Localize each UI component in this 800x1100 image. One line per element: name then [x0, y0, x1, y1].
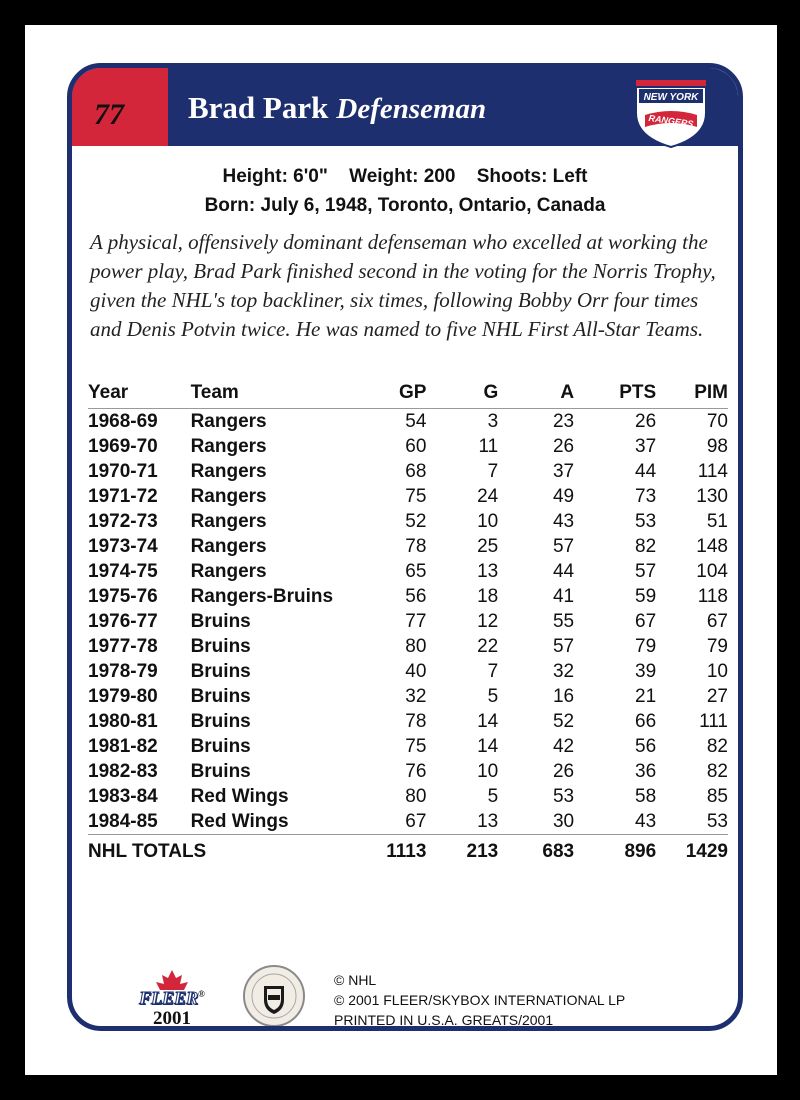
player-name: Brad Park	[188, 90, 329, 125]
header-gp: GP	[365, 378, 427, 409]
totals-row	[88, 835, 728, 865]
cell-pts: 67	[635, 610, 657, 632]
stats-row	[88, 659, 728, 684]
weight-text: Weight: 200	[349, 166, 456, 187]
cell-pim: 98	[706, 435, 728, 457]
cell-a: 26	[552, 435, 575, 457]
legal-line-printed: PRINTED IN U.S.A. GREATS/2001	[334, 1012, 554, 1028]
stats-row	[88, 734, 728, 759]
stats-row	[88, 409, 728, 435]
cell-a: 41	[552, 585, 575, 607]
cell-a: 16	[552, 685, 575, 707]
stats-row	[88, 459, 728, 484]
cell-g: 7	[487, 460, 499, 482]
cell-pts: 73	[635, 485, 657, 507]
cell-year: 1968-69	[88, 410, 158, 432]
cell-g: 12	[477, 610, 499, 632]
stats-row	[88, 434, 728, 459]
cell-pts: 56	[635, 735, 657, 757]
fleer-wordmark	[126, 988, 218, 1009]
cell-pim: 104	[696, 560, 728, 582]
cell-team: Rangers	[190, 510, 267, 532]
cell-pts: 82	[635, 535, 657, 557]
cell-a: 49	[552, 485, 575, 507]
header-g: G	[426, 378, 498, 409]
cell-year: 1982-83	[88, 760, 158, 782]
cell-pim: 79	[706, 635, 728, 657]
cell-a: 44	[552, 560, 575, 582]
cell-pts: 26	[635, 410, 657, 432]
cell-pim: 82	[706, 760, 728, 782]
cell-gp: 78	[405, 535, 427, 557]
cell-pim: 114	[697, 460, 728, 482]
totals-pim: 1429	[656, 835, 728, 865]
cell-g: 7	[487, 660, 499, 682]
stats-row	[88, 759, 728, 784]
cell-g: 5	[487, 685, 499, 707]
stats-row	[88, 709, 728, 734]
cell-pts: 37	[635, 435, 657, 457]
cell-a: 26	[552, 760, 575, 782]
cell-pts: 59	[635, 585, 657, 607]
cell-g: 14	[477, 710, 499, 732]
cell-g: 22	[477, 635, 499, 657]
cell-a: 42	[552, 735, 575, 757]
cell-gp: 40	[405, 660, 427, 682]
cell-gp: 75	[405, 485, 427, 507]
cell-gp: 80	[405, 635, 427, 657]
header-year: Year	[88, 378, 191, 409]
nhl-alumni-seal-icon	[242, 964, 306, 1028]
cell-pim: 111	[699, 710, 728, 732]
fleer-registered: ®	[198, 989, 205, 999]
cell-year: 1984-85	[88, 810, 158, 832]
stats-row	[88, 559, 728, 584]
cell-year: 1975-76	[88, 585, 158, 607]
cell-gp: 54	[405, 410, 427, 432]
logo-text-bottom: RANGERS	[648, 112, 694, 130]
cell-pts: 79	[635, 635, 657, 657]
cell-team: Rangers	[190, 435, 267, 457]
cell-pim: 67	[706, 610, 728, 632]
cell-team: Bruins	[190, 610, 251, 632]
cell-pts: 53	[635, 510, 657, 532]
header-band	[72, 68, 738, 146]
legal-text	[334, 970, 625, 1030]
stats-row	[88, 509, 728, 534]
cell-year: 1972-73	[88, 510, 158, 532]
cell-pim: 85	[706, 785, 728, 807]
cell-year: 1974-75	[88, 560, 158, 582]
cell-year: 1979-80	[88, 685, 158, 707]
stats-row	[88, 534, 728, 559]
cell-pim: 53	[706, 810, 728, 832]
player-heading	[188, 90, 486, 126]
cell-year: 1978-79	[88, 660, 158, 682]
cell-pts: 44	[635, 460, 657, 482]
cell-gp: 76	[405, 760, 427, 782]
cell-team: Bruins	[190, 710, 251, 732]
cell-g: 13	[477, 560, 499, 582]
cell-pim: 118	[697, 585, 728, 607]
cell-g: 18	[477, 585, 499, 607]
cell-pts: 66	[635, 710, 657, 732]
career-stats-table	[88, 378, 728, 864]
cell-gp: 78	[405, 710, 427, 732]
cell-team: Bruins	[190, 635, 251, 657]
cell-a: 32	[552, 660, 575, 682]
vitals-line-1	[72, 166, 738, 188]
cell-a: 57	[552, 635, 575, 657]
cell-a: 30	[552, 810, 575, 832]
cell-team: Rangers	[190, 460, 267, 482]
cell-a: 23	[552, 410, 575, 432]
cell-pim: 70	[706, 410, 728, 432]
cell-pts: 36	[635, 760, 657, 782]
cell-a: 53	[552, 785, 575, 807]
cell-pim: 82	[706, 735, 728, 757]
cell-gp: 67	[405, 810, 427, 832]
cell-year: 1969-70	[88, 435, 158, 457]
cell-team: Red Wings	[190, 785, 289, 807]
stats-header-row	[88, 378, 728, 409]
stats-row	[88, 609, 728, 634]
cell-team: Rangers	[190, 485, 267, 507]
cell-pts: 43	[635, 810, 657, 832]
stats-row	[88, 584, 728, 609]
cell-gp: 60	[405, 435, 427, 457]
cell-pim: 10	[706, 660, 728, 682]
cell-a: 43	[552, 510, 575, 532]
height-text: Height: 6'0"	[222, 166, 328, 187]
cell-gp: 68	[405, 460, 427, 482]
cell-pim: 27	[706, 685, 728, 707]
header-pim: PIM	[656, 378, 728, 409]
cell-team: Bruins	[190, 685, 251, 707]
cell-team: Rangers	[190, 535, 267, 557]
rangers-shield-logo-icon	[633, 77, 709, 149]
logo-text-top: NEW YORK	[643, 92, 699, 103]
cell-g: 11	[478, 435, 499, 457]
cell-year: 1977-78	[88, 635, 158, 657]
cell-year: 1971-72	[88, 485, 158, 507]
totals-label: NHL TOTALS	[88, 835, 365, 865]
cell-g: 25	[477, 535, 499, 557]
trading-card-back	[25, 25, 777, 1075]
card-number: 77	[94, 98, 124, 131]
cell-gp: 80	[405, 785, 427, 807]
cell-team: Red Wings	[190, 810, 289, 832]
player-bio: A physical, offensively dominant defenseman who excelled at working the power play, Brad Park finished second in the voting for the Norris Trophy, given the NHL's top backliner, six times, following Bobby Orr four times and Denis Potvin twice. He was named to five NHL First All-Star Teams.	[90, 230, 716, 341]
cell-gp: 52	[405, 510, 427, 532]
shoots-text: Shoots: Left	[476, 166, 588, 187]
stats-row	[88, 684, 728, 709]
cell-year: 1981-82	[88, 735, 158, 757]
card-frame	[67, 63, 743, 1031]
cell-gp: 75	[405, 735, 427, 757]
cell-year: 1976-77	[88, 610, 158, 632]
stats-row	[88, 784, 728, 809]
stats-row	[88, 634, 728, 659]
cell-team: Rangers	[190, 560, 267, 582]
cell-gp: 56	[405, 585, 427, 607]
cell-team: Bruins	[190, 760, 251, 782]
cell-g: 14	[477, 735, 499, 757]
player-position: Defenseman	[336, 93, 487, 125]
cell-pim: 51	[706, 510, 728, 532]
cell-year: 1980-81	[88, 710, 158, 732]
cell-pts: 21	[635, 685, 657, 707]
cell-year: 1973-74	[88, 535, 158, 557]
legal-line-nhl: © NHL	[334, 972, 377, 988]
cell-g: 5	[487, 785, 499, 807]
vitals-line-2	[72, 195, 738, 217]
cell-a: 52	[552, 710, 575, 732]
cell-pim: 130	[696, 485, 728, 507]
stats-row	[88, 484, 728, 509]
cell-g: 10	[477, 510, 499, 532]
cell-gp: 77	[405, 610, 427, 632]
card-number-box	[72, 68, 168, 146]
totals-gp: 1113	[365, 835, 427, 865]
fleer-brand: FLEER	[139, 988, 199, 1008]
cell-pim: 148	[696, 535, 728, 557]
fleer-year: 2001	[153, 1008, 191, 1029]
cell-pts: 39	[635, 660, 657, 682]
fleer-logo	[126, 968, 218, 1030]
cell-g: 24	[477, 485, 499, 507]
header-a: A	[498, 378, 574, 409]
cell-year: 1970-71	[88, 460, 158, 482]
cell-a: 57	[552, 535, 575, 557]
totals-g: 213	[426, 835, 498, 865]
cell-g: 3	[487, 410, 499, 432]
header-pts: PTS	[574, 378, 656, 409]
cell-year: 1983-84	[88, 785, 158, 807]
cell-pts: 58	[635, 785, 657, 807]
cell-team: Rangers-Bruins	[190, 585, 334, 607]
cell-pts: 57	[635, 560, 657, 582]
stats-row	[88, 809, 728, 835]
cell-gp: 32	[405, 685, 427, 707]
totals-a: 683	[498, 835, 574, 865]
cell-team: Rangers	[190, 410, 267, 432]
cell-a: 37	[552, 460, 575, 482]
legal-line-copyright: © 2001 FLEER/SKYBOX INTERNATIONAL LP	[334, 992, 626, 1008]
header-team: Team	[191, 378, 365, 409]
cell-gp: 65	[405, 560, 427, 582]
born-text: Born: July 6, 1948, Toronto, Ontario, Canada	[204, 195, 606, 216]
cell-team: Bruins	[190, 735, 251, 757]
totals-pts: 896	[574, 835, 656, 865]
cell-g: 13	[477, 810, 499, 832]
cell-a: 55	[552, 610, 575, 632]
cell-team: Bruins	[190, 660, 251, 682]
cell-g: 10	[477, 760, 499, 782]
